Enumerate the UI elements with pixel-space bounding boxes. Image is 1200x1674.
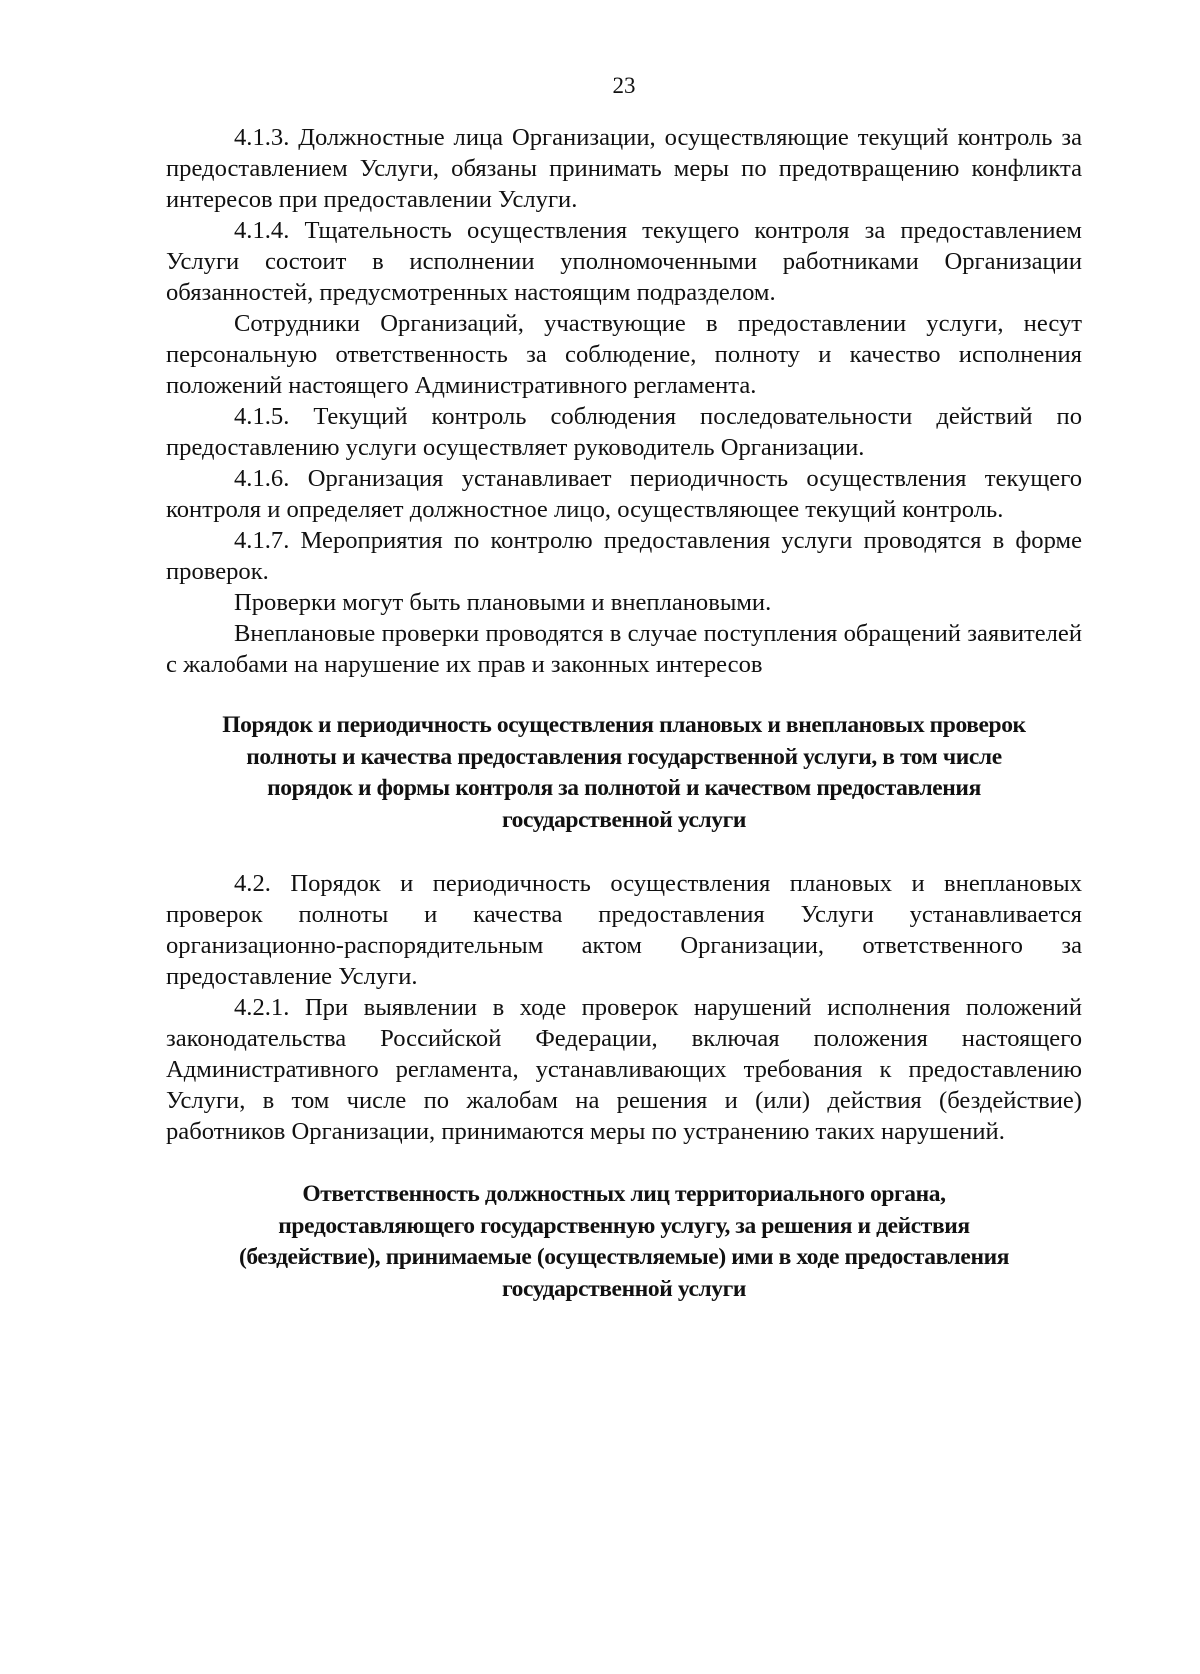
paragraph-employees-responsibility: Сотрудники Организаций, участвующие в предоставлении услуги, несут персональную ответственность за соблюдение, полноту и качество исполнения положений настоящего Административного регламента.	[166, 310, 1082, 399]
heading-line: предоставляющего государственную услугу, за решения и действия	[278, 1212, 970, 1239]
heading-line: государственной услуги	[501, 806, 747, 833]
heading-line: Порядок и периодичность осуществления плановых и внеплановых проверок	[222, 712, 1026, 738]
heading-line: (бездействие), принимаемые (осуществляемые) ими в ходе предоставления	[238, 1244, 1010, 1270]
paragraph-4-1-3: 4.1.3. Должностные лица Организации, осуществляющие текущий контроль за предоставлением Услуги, обязаны принимать меры по предотвращению конфликта интересов при предоставлении Услуги.	[166, 124, 1082, 213]
page-number: 23	[612, 73, 636, 98]
paragraph-4-2: 4.2. Порядок и периодичность осуществления плановых и внеплановых проверок полноты и качества предоставления Услуги устанавливается организационно-распорядительным актом Организации, ответственного за предоставление Услуги.	[166, 870, 1082, 990]
paragraph-4-1-7: 4.1.7. Мероприятия по контролю предоставления услуги проводятся в форме проверок.	[166, 527, 1082, 585]
paragraph-unscheduled-inspections: Внеплановые проверки проводятся в случае поступления обращений заявителей с жалобами на нарушение их прав и законных интересов	[166, 620, 1082, 678]
document-body	[166, 122, 1082, 1305]
paragraph-4-1-5: 4.1.5. Текущий контроль соблюдения последовательности действий по предоставлению услуги осуществляет руководитель Организации.	[166, 403, 1082, 461]
document-page	[166, 0, 1082, 1674]
heading-line: полноты и качества предоставления государственной услуги, в том числе	[246, 743, 1002, 770]
section-heading-responsibility	[166, 1179, 1082, 1305]
paragraph-inspections-types: Проверки могут быть плановыми и внеплановыми.	[234, 589, 772, 616]
heading-line: порядок и формы контроля за полнотой и качеством предоставления	[267, 775, 981, 801]
paragraph-4-1-6: 4.1.6. Организация устанавливает периодичность осуществления текущего контроля и определяет должностное лицо, осуществляющее текущий контроль.	[166, 465, 1082, 523]
heading-line: Ответственность должностных лиц территориального органа,	[302, 1181, 946, 1207]
paragraph-4-1-4: 4.1.4. Тщательность осуществления текущего контроля за предоставлением Услуги состоит в исполнении уполномоченными работниками Организации обязанностей, предусмотренных настоящим подразделом.	[166, 217, 1082, 306]
heading-line: государственной услуги	[501, 1275, 747, 1302]
section-heading-inspections	[166, 710, 1082, 836]
paragraph-4-2-1: 4.2.1. При выявлении в ходе проверок нарушений исполнения положений законодательства Российской Федерации, включая положения настоящего Административного регламента, устанавливающих требования к предоставлению Услуги, в том числе по жалобам на решения и (или) действия (бездействие) работников Организации, принимаются меры по устранению таких нарушений.	[166, 994, 1082, 1145]
